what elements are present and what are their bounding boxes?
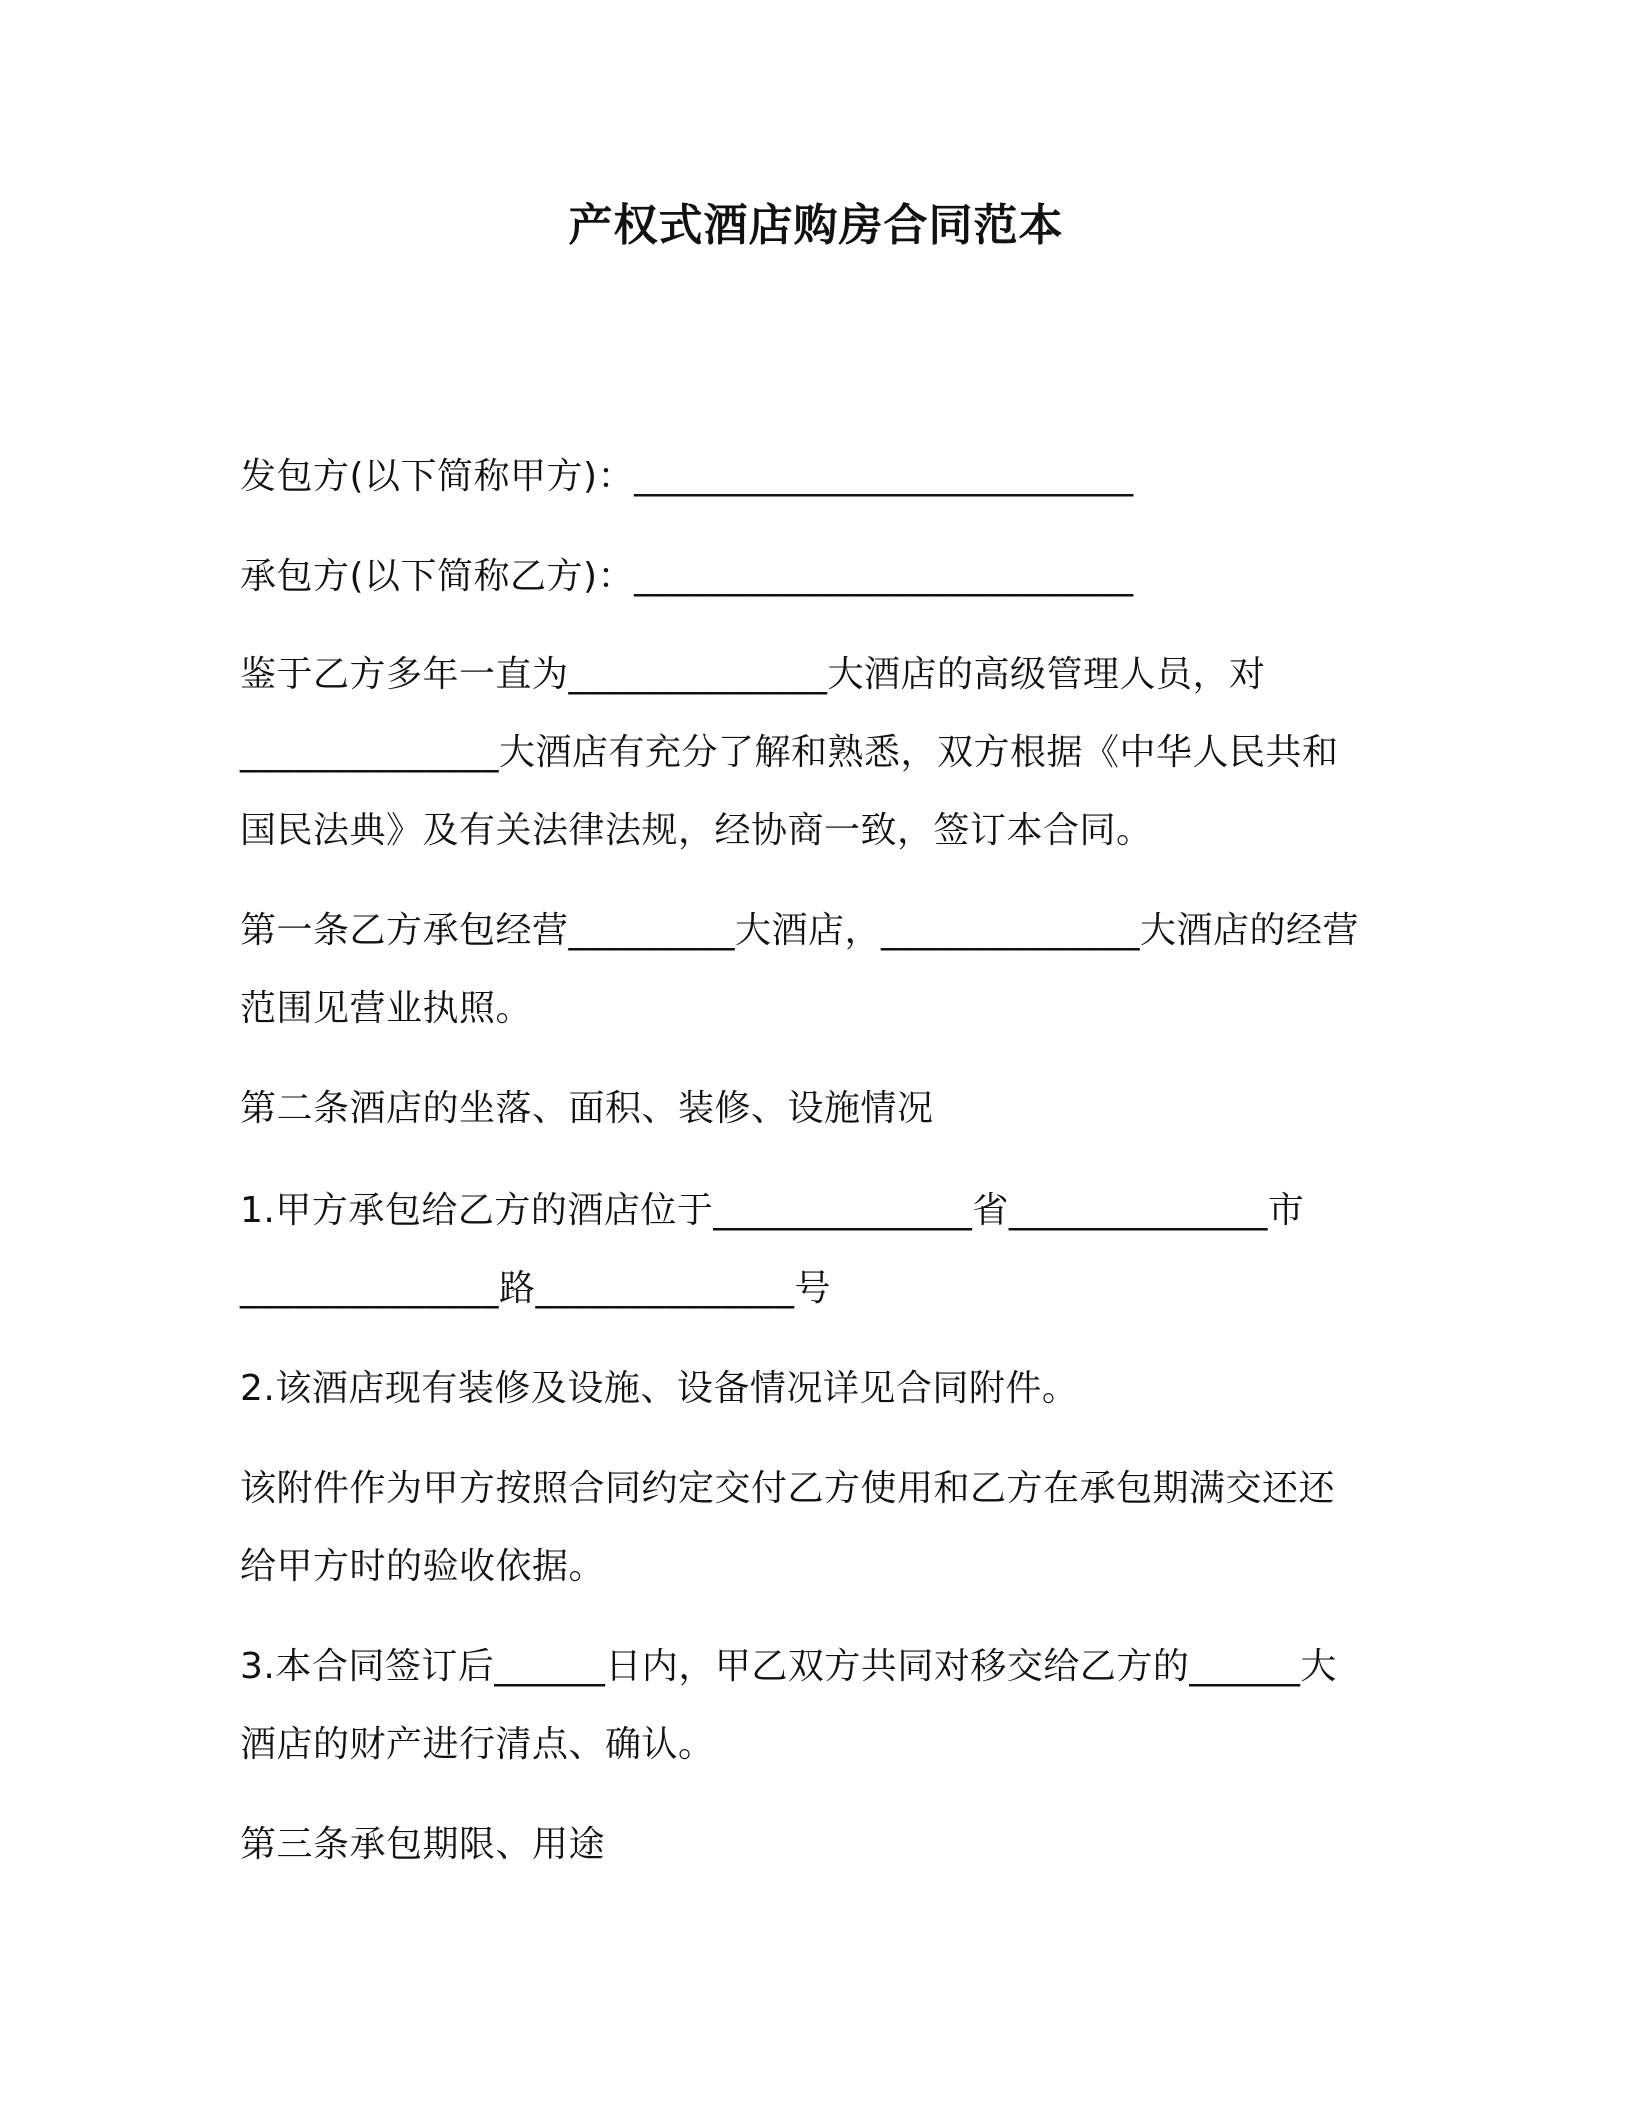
preamble-paragraph: 鉴于乙方多年一直为______________大酒店的高级管理人员，对 ______________大酒店有充分了解和熟悉，双方根据《中华人民共和 国民法典》及有关法律法规，经协商一致，签订本合同。: [240, 654, 1339, 851]
party-b-line: 承包方(以下简称乙方)：___________________________: [240, 556, 1134, 597]
article-1-paragraph: 第一条乙方承包经营_________大酒店，______________大酒店的经营 范围见营业执照。: [240, 910, 1360, 1029]
article-2-item-3: 3.本合同签订后______日内，甲乙双方共同对移交给乙方的______大 酒店的财产进行清点、确认。: [240, 1646, 1337, 1765]
document-title: 产权式酒店购房合同范本: [568, 200, 1064, 251]
article-2-heading: 第二条酒店的坐落、面积、装修、设施情况: [240, 1088, 934, 1129]
party-a-line: 发包方(以下简称甲方)：___________________________: [240, 456, 1134, 497]
article-3-heading: 第三条承包期限、用途: [240, 1824, 606, 1865]
annex-paragraph: 该附件作为甲方按照合同约定交付乙方使用和乙方在承包期满交还还 给甲方时的验收依据。: [240, 1468, 1336, 1587]
article-2-item-2: 2.该酒店现有装修及设施、设备情况详见合同附件。: [240, 1368, 1079, 1409]
article-2-item-1: 1.甲方承包给乙方的酒店位于______________省______________市 ______________路______________号: [240, 1190, 1305, 1309]
